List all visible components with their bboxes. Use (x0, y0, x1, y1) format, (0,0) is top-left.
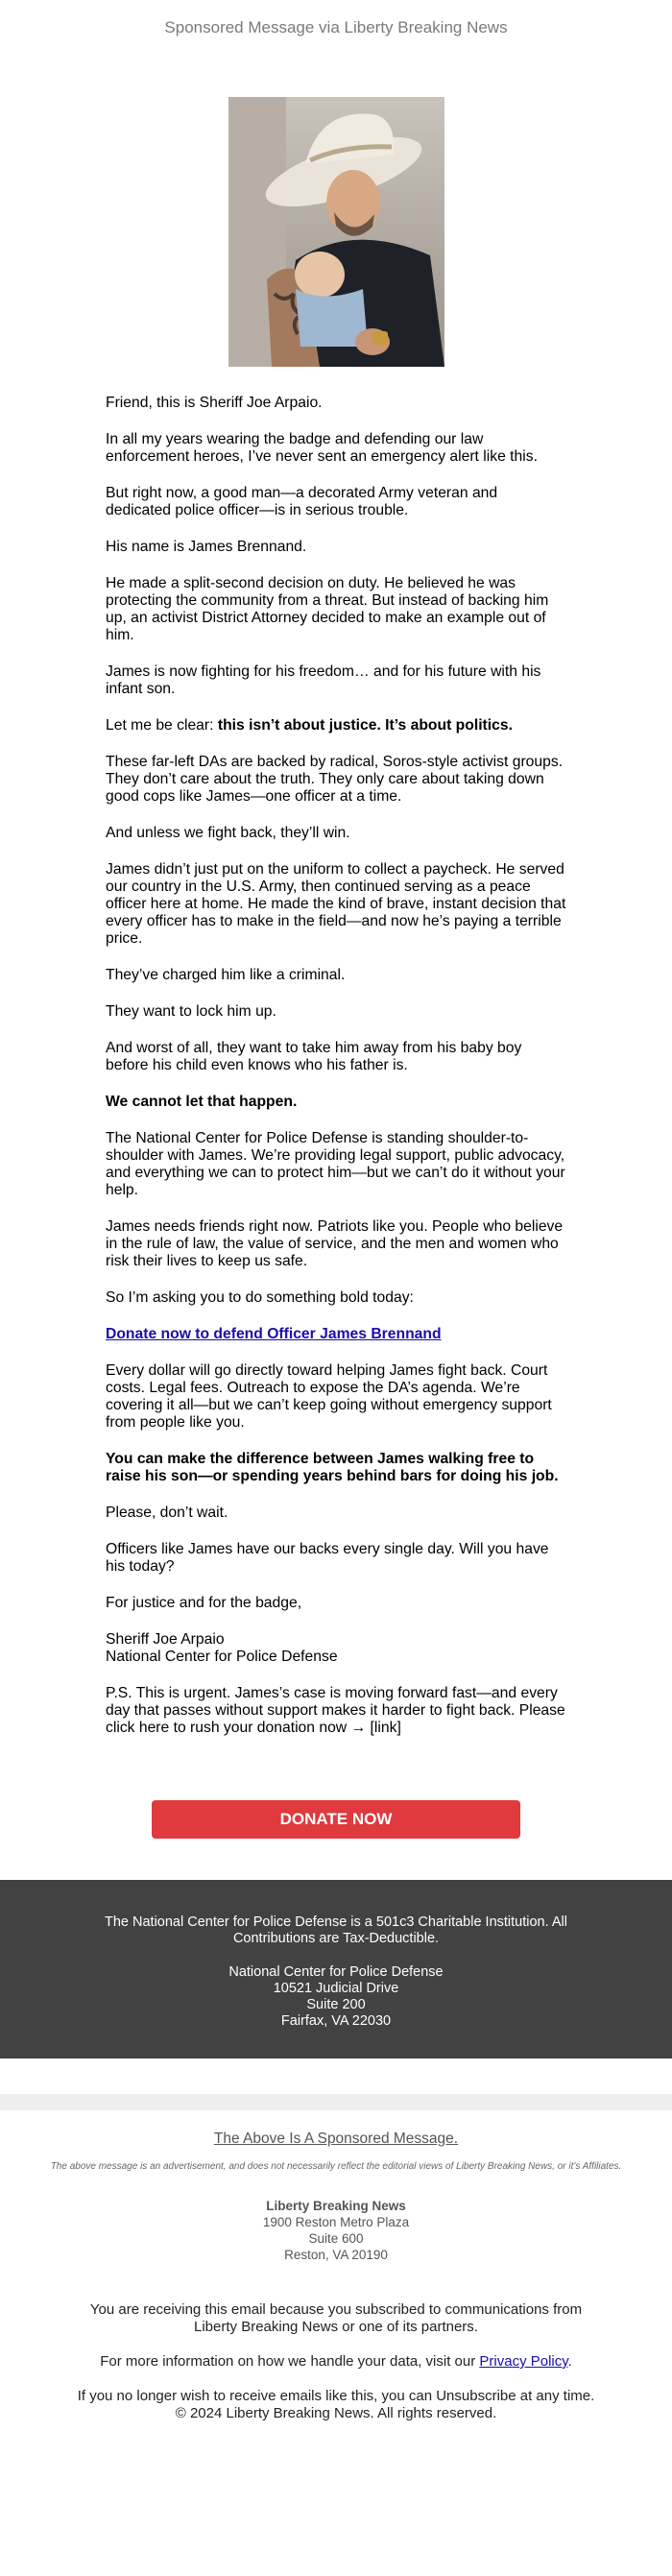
paragraph-politics (106, 717, 566, 734)
donate-link[interactable]: Donate now to defend Officer James Brennand (106, 1326, 442, 1342)
paragraph: But right now, a good man—a decorated Army veteran and dedicated police officer—is in serious trouble. (106, 485, 498, 518)
publisher-address (0, 2198, 672, 2263)
publisher-suite: Suite 600 (308, 2231, 364, 2246)
politics-lead: Let me be clear: (106, 717, 218, 734)
publisher-city: Reston, VA 20190 (284, 2248, 388, 2262)
donate-link-paragraph (106, 1326, 566, 1343)
unsubscribe-notice: If you no longer wish to receive emails like this, you can Unsubscribe at any time. (77, 2388, 595, 2404)
hero-image (228, 97, 444, 367)
org-city: Fairfax, VA 22030 (280, 2013, 392, 2029)
copyright: © 2024 Liberty Breaking News. All rights reserved. (175, 2405, 497, 2421)
privacy-lead: For more information on how we handle your data, visit our (100, 2353, 480, 2370)
divider-band (0, 2094, 672, 2110)
paragraph: His name is James Brennand. (106, 539, 307, 555)
paragraph: Please, don’t wait. (106, 1505, 228, 1521)
paragraph-bold: We cannot let that happen. (106, 1094, 298, 1110)
paragraph: And worst of all, they want to take him away from his baby boy before his child even knows who his father is. (106, 1040, 522, 1073)
paragraph: James didn’t just put on the uniform to collect a paycheck. He served our country in the U.S. Army, then continued serving as a peace officer here at home. He made the kind of brave, instant decision that every officer has to make in the field—and now he’s paying a terrible price. (106, 861, 566, 947)
tax-notice: The National Center for Police Defense is a 501c3 Charitable Institution. All Contributions are Tax-Deductible. (105, 1914, 567, 1946)
publisher-name: Liberty Breaking News (266, 2199, 406, 2213)
privacy-notice (67, 2353, 605, 2371)
publisher-street: 1900 Reston Metro Plaza (262, 2215, 410, 2229)
paragraph: Officers like James have our backs every single day. Will you have his today? (106, 1541, 549, 1575)
donate-now-button[interactable]: DONATE NOW (152, 1800, 520, 1839)
paragraph: The National Center for Police Defense is standing shoulder-to-shoulder with James. We’re providing legal support, public advocacy, and everything we can to protect him—but we can’t do it without your help. (106, 1130, 565, 1198)
ad-disclaimer: The above message is an advertisement, and does not necessarily reflect the editorial views of Liberty Breaking News, or it's Affiliates. (50, 2161, 622, 2172)
paragraph: James is now fighting for his freedom… and for his future with his infant son. (106, 663, 541, 697)
paragraph: So I’m asking you to do something bold today: (106, 1289, 414, 1306)
paragraph: These far-left DAs are backed by radical, Soros-style activist groups. They don’t care about the truth. They only care about taking down good cops like James—one officer at a time. (106, 754, 564, 805)
postscript: P.S. This is urgent. James’s case is moving forward fast—and every day that passes without support makes it harder to fight back. Please click here to rush your donation now → [link] (106, 1685, 565, 1736)
signature-org: National Center for Police Defense (106, 1649, 338, 1665)
org-street: 10521 Judicial Drive (273, 1981, 399, 1996)
sponsored-message-title[interactable]: The Above Is A Sponsored Message. (213, 2131, 459, 2147)
org-footer (0, 1880, 672, 2058)
paragraph: They want to lock him up. (106, 1003, 276, 1020)
paragraph: For justice and for the badge, (106, 1595, 302, 1611)
paragraph: And unless we fight back, they’ll win. (106, 825, 350, 841)
message-body (106, 367, 566, 1737)
privacy-policy-link[interactable]: Privacy Policy (479, 2353, 568, 2370)
paragraph: He made a split-second decision on duty. He believed he was protecting the community from a threat. But instead of backing him up, an activist District Attorney decided to make an example out of him. (106, 575, 549, 643)
org-suite: Suite 200 (306, 1997, 366, 2012)
paragraph: In all my years wearing the badge and defending our law enforcement heroes, I’ve never sent an emergency alert like this. (106, 431, 538, 465)
sponsored-header: Sponsored Message via Liberty Breaking News (164, 18, 508, 36)
hero-photo-illustration (228, 97, 444, 367)
privacy-end: . (567, 2353, 572, 2370)
subscription-notice: You are receiving this email because you subscribed to communications from Liberty Breaking News or one of its partners. (89, 2301, 583, 2335)
org-name: National Center for Police Defense (228, 1964, 444, 1980)
paragraph: Every dollar will go directly toward helping James fight back. Court costs. Legal fees. Outreach to expose the DA’s agenda. We’re covering it all—but we can’t keep going without emergency support from people like you. (106, 1362, 552, 1431)
sponsor-footer (0, 2131, 672, 2422)
paragraph-greeting: Friend, this is Sheriff Joe Arpaio. (106, 395, 323, 411)
paragraph: James needs friends right now. Patriots like you. People who believe in the rule of law, the value of service, and the men and women who risk their lives to keep us safe. (106, 1218, 564, 1269)
politics-emphasis: this isn’t about justice. It’s about politics. (217, 717, 513, 734)
signature-name: Sheriff Joe Arpaio (106, 1631, 225, 1648)
paragraph-bold: You can make the difference between James walking free to raise his son—or spending years behind bars for doing his job. (106, 1451, 559, 1484)
paragraph: They’ve charged him like a criminal. (106, 967, 346, 983)
